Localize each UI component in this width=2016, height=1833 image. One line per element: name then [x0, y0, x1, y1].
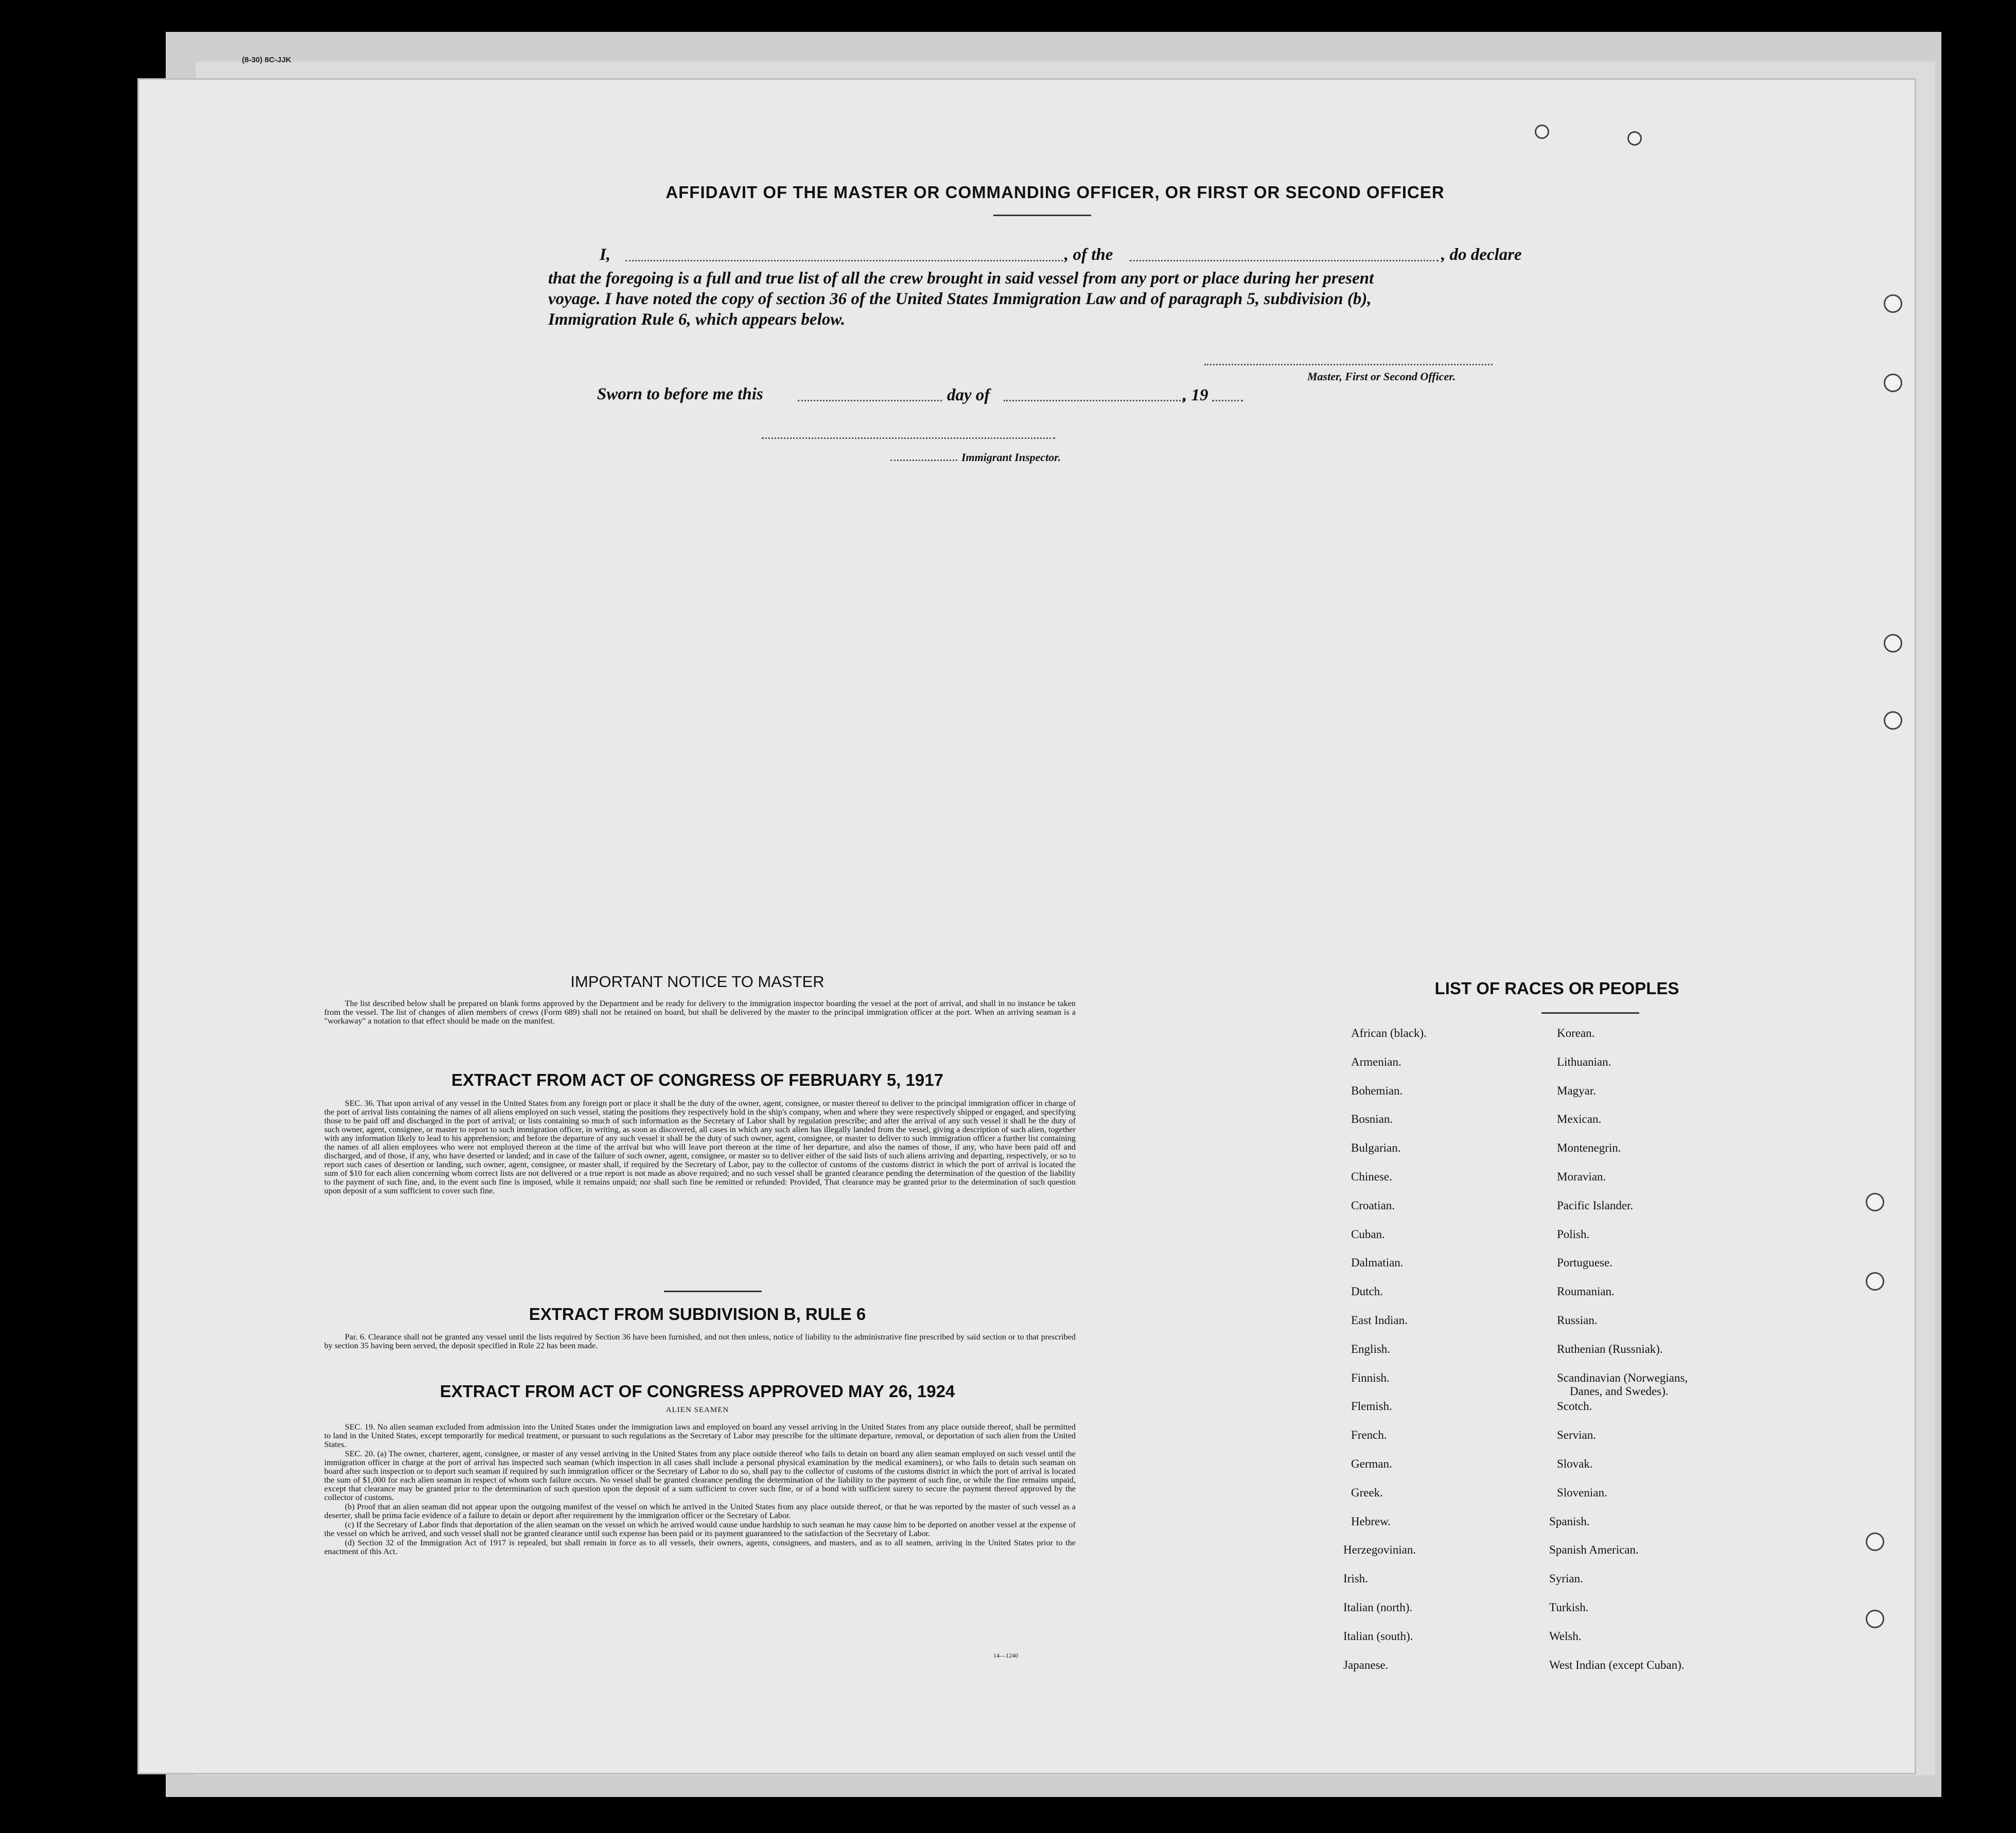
race-item: Spanish American.	[1549, 1543, 1639, 1557]
race-item: Flemish.	[1351, 1400, 1392, 1413]
race-item: Spanish.	[1549, 1514, 1590, 1528]
sworn-month-blank[interactable]	[1004, 400, 1184, 401]
binder-hole-icon	[1884, 374, 1902, 392]
race-item: Japanese.	[1343, 1658, 1389, 1671]
binder-hole-icon	[1866, 1193, 1884, 1211]
notice-text	[324, 999, 1076, 1026]
race-item: Portuguese.	[1557, 1256, 1612, 1270]
affidavit-title: AFFIDAVIT OF THE MASTER OR COMMANDING OFFICER, OR FIRST OR SECOND OFFICER	[665, 183, 1445, 202]
race-item: Korean.	[1557, 1027, 1595, 1039]
of-the-label: , of the	[1064, 245, 1113, 264]
name-blank[interactable]	[625, 260, 1063, 261]
affidavit-line-2: that the foregoing is a full and true list of all the crew brought in said vessel from any port or place during her present	[548, 269, 1374, 288]
sworn-year-blank[interactable]	[1212, 400, 1243, 401]
sec-20c-paragraph: (c) If the Secretary of Labor finds that deportation of the alien seaman on the vessel on which he arrived would cause undue hardship to such seaman he may cause him to be deported on another vessel at the expense of the vessel on which he arrived, and such vessel shall not be granted clearance until such expense has been paid or its payment guaranteed to the satisfaction of the Secretary of Labor.	[324, 1520, 1076, 1538]
form-code: (8-30) 8C-JJK	[242, 56, 291, 64]
race-item: Mexican.	[1557, 1113, 1602, 1126]
race-item: Slovenian.	[1557, 1486, 1607, 1499]
race-item: Finnish.	[1351, 1371, 1390, 1384]
race-item: Hebrew.	[1351, 1514, 1391, 1528]
race-item: Lithuanian.	[1557, 1055, 1611, 1068]
inspector-signature-line[interactable]	[762, 437, 1055, 439]
alien-seamen-subtitle: ALIEN SEAMEN	[665, 1406, 729, 1414]
extract-1924-title: EXTRACT FROM ACT OF CONGRESS APPROVED MAY 26, 1924	[440, 1382, 955, 1401]
sec-36-paragraph: SEC. 36. That upon arrival of any vessel in the United States from any foreign port or place it shall be the duty of the owner, agent, consignee, or master thereof to deliver to the principal immigration officer in charge of the port of arrival lists containing the names of all aliens employed on such vessel, stating the positions they respectively hold in the ship's company, when and where they were respectively shipped or engaged, and specifying those to be paid off and discharged in the port of arrival; or lists containing so much of such information as the Secretary of Labor shall by regulation prescribe; and after the arrival of any such vessel it shall be the duty of such owner, agent, consignee, or master to report to such immigration officer, in writing, as soon as discovered, all cases in which any such alien has illegally landed from the vessel, giving a description of such alien, together with any information likely to lead to his apprehension; and before the departure of any such vessel it shall be the duty of such owner, agent, consignee, or master to deliver to such immigration officer a further list containing the names of all alien employees who were not employed thereon at the time of the arrival but who will leave port thereon at the time of her departure, and also the names of those, if any, who have been paid off and discharged, and of those, if any, who have deserted or landed; and in case of the failure of such owner, agent, consignee, or master so to deliver either of the said lists of such aliens arriving and departing, respectively, or so to report such cases of desertion or landing, such owner, agent, consignee, or master shall, if required by the Secretary of Labor, pay to the collector of customs of the customs district in which the port of arrival is located the sum of $10 for each alien concerning whom correct lists are not delivered or a true report is not made as above required; and no such vessel shall be granted clearance pending the determination of the question of the liability to the payment of such fine, and, in the event such fine is imposed, while it remains unpaid; nor shall such fine be remitted or refunded: Provided, That clearance may be granted prior to the determination of such question upon deposit of a sum sufficient to cover such fine.	[324, 1099, 1076, 1195]
race-item: Polish.	[1557, 1227, 1590, 1241]
vessel-blank[interactable]	[1130, 260, 1439, 261]
binder-hole-icon	[1866, 1272, 1884, 1291]
race-item: Dalmatian.	[1351, 1256, 1404, 1270]
race-item: German.	[1351, 1457, 1392, 1470]
race-item: Scandinavian (Norwegians,	[1557, 1371, 1688, 1384]
par-6-paragraph: Par. 6. Clearance shall not be granted any vessel until the lists required by Section 36 have been furnished, and not then unless, notice of liability to the administrative fine prescribed by said section or to that prescribed by section 35 having been served, the deposit specified in Rule 22 has been made.	[324, 1332, 1076, 1350]
extract-rule6-text	[324, 1333, 1076, 1351]
race-item: Italian (south).	[1343, 1629, 1413, 1643]
race-item: Croatian.	[1351, 1198, 1395, 1212]
race-item: Dutch.	[1351, 1285, 1383, 1298]
form-number: 14—1240	[993, 1652, 1018, 1659]
notice-title: IMPORTANT NOTICE TO MASTER	[570, 973, 825, 991]
binder-hole-icon	[1627, 131, 1642, 146]
race-item: French.	[1351, 1429, 1387, 1442]
race-item: Scotch.	[1557, 1400, 1592, 1413]
race-item: Italian (north).	[1343, 1601, 1413, 1614]
race-item: Syrian.	[1549, 1572, 1583, 1585]
year-label: , 19	[1183, 386, 1208, 404]
race-item: Armenian.	[1351, 1055, 1401, 1068]
binder-hole-icon	[1884, 711, 1902, 730]
race-item: Bulgarian.	[1351, 1141, 1401, 1155]
race-item: Moravian.	[1557, 1170, 1606, 1183]
inspector-signature-label: Immigrant Inspector.	[961, 451, 1061, 464]
affidavit-line-4: Immigration Rule 6, which appears below.	[548, 310, 846, 329]
race-item: Magyar.	[1557, 1084, 1597, 1097]
race-item: West Indian (except Cuban).	[1549, 1658, 1685, 1671]
race-item: Bosnian.	[1351, 1113, 1393, 1126]
sworn-label: Sworn to before me this	[597, 385, 763, 403]
master-signature-line[interactable]	[1204, 364, 1493, 365]
race-item: Pacific Islander.	[1557, 1198, 1634, 1212]
do-declare-label: , do declare	[1441, 245, 1522, 264]
race-item: Herzegovinian.	[1343, 1543, 1416, 1557]
sec-19-paragraph: SEC. 19. No alien seaman excluded from admission into the United States under the immigration laws and employed on board any vessel arriving in the United States from any place outside thereof, shall be permitted to land in the United States, except temporarily for medical treatment, or pursuant to such regulations as the Secretary of Labor may prescribe for the ultimate departure, removal, or deportation of such alien from the United States.	[324, 1422, 1076, 1449]
race-item: Russian.	[1557, 1314, 1598, 1327]
affidavit-line-3: voyage. I have noted the copy of section 36 of the United States Immigration Law and of paragraph 5, subdivision (b),	[548, 290, 1372, 308]
race-item: Cuban.	[1351, 1227, 1385, 1241]
race-item: Ruthenian (Russniak).	[1557, 1342, 1663, 1355]
sworn-day-blank[interactable]	[798, 400, 942, 401]
sec-20b-paragraph: (b) Proof that an alien seaman did not appear upon the outgoing manifest of the vessel on which he arrived in the United States from any place outside thereof, or that he was reported by the master of such vessel as a deserter, shall be prima facie evidence of a failure to detain or deport after requirement by the immigration officer or the Secretary of Labor.	[324, 1502, 1076, 1520]
race-item: African (black).	[1351, 1027, 1427, 1039]
binder-hole-icon	[1535, 125, 1549, 139]
sec-20d-paragraph: (d) Section 32 of the Immigration Act of 1917 is repealed, but shall remain in force as to all vessels, their owners, agents, consignees, and masters, and as to all seamen, arriving in the United States prior to the enactment of this Act.	[324, 1538, 1076, 1556]
race-item: Danes, and Swedes).	[1570, 1384, 1669, 1398]
races-title: LIST OF RACES OR PEOPLES	[1434, 979, 1679, 998]
race-item: English.	[1351, 1342, 1391, 1355]
race-item: Turkish.	[1549, 1601, 1589, 1614]
race-item: Slovak.	[1557, 1457, 1593, 1470]
extract-1917-title: EXTRACT FROM ACT OF CONGRESS OF FEBRUARY 5, 1917	[451, 1070, 943, 1089]
master-signature-label: Master, First or Second Officer.	[1307, 370, 1456, 383]
sec-20a-paragraph: SEC. 20. (a) The owner, charterer, agent, consignee, or master of any vessel arriving in the United States from any place outside thereof who fails to detain on board any alien seaman employed on such vessel until the immigration officer in charge at the port of arrival has inspected such seaman (which inspection in all cases shall include a personal physical examination by the medical examiners), or who fails to detain such seaman on board after such inspection or to deport such seaman if required by such immigration officer or the Secretary of Labor to do so, shall pay to the collector of customs of the customs district in which the port of arrival is located the sum of $1,000 for each alien seaman in respect of whom such failure occurs. No vessel shall be granted clearance pending the determination of the liability to the payment of such fine, or while the fine remains unpaid, except that clearance may be granted prior to the determination of such question upon the deposit of a sum sufficient to cover such fine, or of a bond with sufficient surety to secure the payment thereof approved by the collector of customs.	[324, 1449, 1076, 1502]
race-item: Chinese.	[1351, 1170, 1392, 1183]
binder-hole-icon	[1866, 1532, 1884, 1551]
race-item: Roumanian.	[1557, 1285, 1615, 1298]
affidavit-i: I,	[600, 245, 611, 264]
extract-rule6-title: EXTRACT FROM SUBDIVISION B, RULE 6	[529, 1305, 866, 1324]
race-item: Irish.	[1343, 1572, 1368, 1585]
binder-hole-icon	[1884, 634, 1902, 653]
extract-1924-text	[324, 1423, 1076, 1557]
affidavit-line-1	[600, 245, 610, 265]
race-item: East Indian.	[1351, 1314, 1408, 1327]
title-divider	[993, 215, 1091, 216]
inspector-signature-line-short	[890, 460, 957, 461]
race-item: Montenegrin.	[1557, 1141, 1621, 1155]
section-divider	[664, 1291, 762, 1292]
binder-hole-icon	[1884, 294, 1902, 313]
day-of-label: day of	[947, 386, 990, 404]
races-divider	[1541, 1012, 1639, 1014]
extract-1917-text	[324, 1099, 1076, 1196]
race-item: Welsh.	[1549, 1629, 1582, 1643]
race-item: Greek.	[1351, 1486, 1383, 1499]
notice-paragraph: The list described below shall be prepared on blank forms approved by the Department and be ready for delivery to the immigration inspector boarding the vessel at the port of arrival, and shall in no instance be taken from the vessel. The list of changes of alien members of crews (Form 689) shall not be retained on board, but shall be delivered by the master to the principal immigration officer at the port. When an arriving seaman is a "workaway" a notation to that effect should be made on the manifest.	[324, 999, 1076, 1026]
race-item: Servian.	[1557, 1429, 1597, 1442]
binder-hole-icon	[1866, 1610, 1884, 1628]
race-item: Bohemian.	[1351, 1084, 1403, 1097]
